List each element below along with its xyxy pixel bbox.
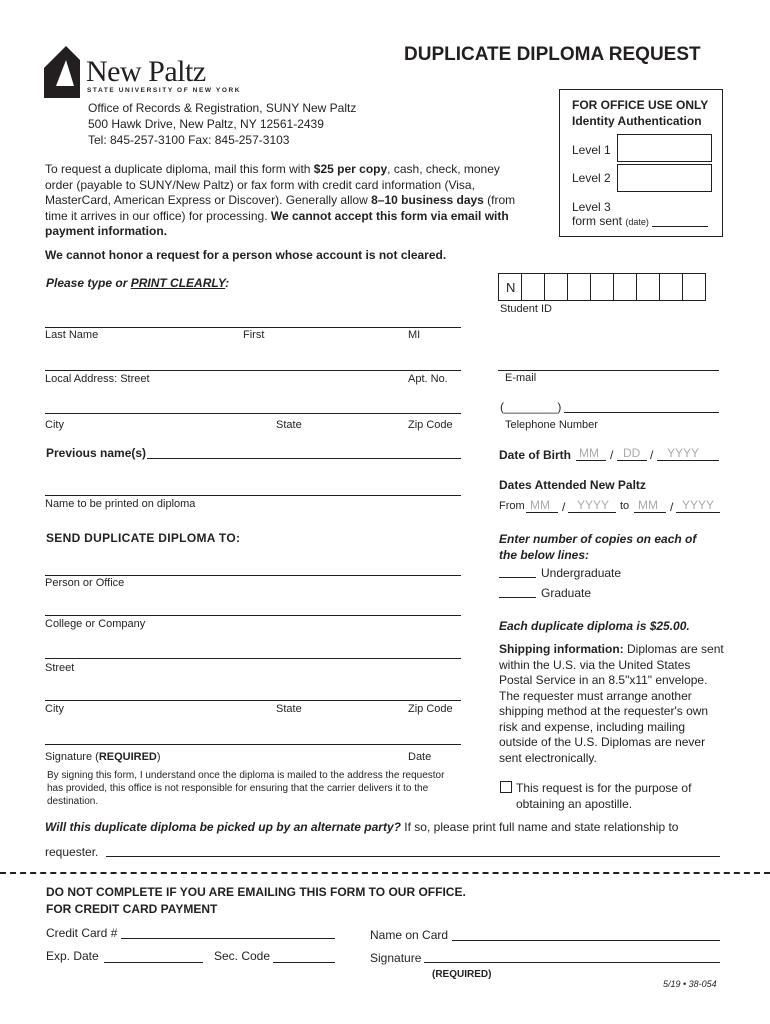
price-note: Each duplicate diploma is $25.00. <box>499 619 690 633</box>
form-sent-date-field[interactable] <box>652 226 708 227</box>
signature-disclaimer: By signing this form, I understand once the diploma is mailed to the address the requestor has provided, this office is not responsible for ensuring that the carrier delivers it to the destination. <box>47 770 445 807</box>
credit-card-number-field[interactable] <box>121 938 335 939</box>
intro-paragraph: To request a duplicate diploma, mail this form with $25 per copy, cash, check, money order (payable to SUNY/New Paltz) or fax form with credit card information (Visa, MasterCard, American Express or Discover). Generally allow 8–10 business days (from time it arrives in our office) for processing. We cannot accept this form via email with payment information. <box>45 162 516 238</box>
attended-from-year-field[interactable] <box>568 512 616 513</box>
copies-instruction: Enter number of copies on each of the below lines: <box>499 532 697 562</box>
send-city-state-zip-field[interactable] <box>45 700 461 701</box>
level1-field[interactable] <box>617 134 712 162</box>
email-warning: DO NOT COMPLETE IF YOU ARE EMAILING THIS FORM TO OUR OFFICE. <box>46 885 466 899</box>
local-address-field[interactable] <box>45 370 461 371</box>
student-id-input[interactable]: N <box>498 273 706 301</box>
email-field[interactable] <box>498 370 719 371</box>
diploma-name-field[interactable] <box>45 495 461 496</box>
credit-card-heading: FOR CREDIT CARD PAYMENT <box>46 902 218 916</box>
alternate-party-question: Will this duplicate diploma be picked up by an alternate party? If so, please print full name and state relationship to <box>45 820 679 834</box>
print-instruction: Please type or PRINT CLEARLY: <box>46 276 230 290</box>
cut-line-divider <box>0 872 770 874</box>
undergraduate-copies-field[interactable] <box>499 577 536 578</box>
attended-to-year-field[interactable] <box>676 512 720 513</box>
signature-label: Signature (REQUIRED) <box>45 751 161 763</box>
attended-from-month-field[interactable] <box>526 512 558 513</box>
name-on-card-field[interactable] <box>452 940 720 941</box>
office-address: Office of Records & Registration, SUNY New Paltz 500 Hawk Drive, New Paltz, NY 12561-2439 Tel: 845-257-3100 Fax: 845-257-3103 <box>88 101 357 147</box>
exp-date-field[interactable] <box>104 962 203 963</box>
sec-code-field[interactable] <box>273 962 335 963</box>
dob-month-field[interactable] <box>576 460 606 461</box>
graduate-copies-field[interactable] <box>499 597 536 598</box>
level2-field[interactable] <box>617 164 712 192</box>
alternate-party-field[interactable] <box>106 856 720 857</box>
page-title: DUPLICATE DIPLOMA REQUEST <box>404 44 701 65</box>
telephone-field[interactable] <box>564 412 719 413</box>
form-code: 5/19 • 38-054 <box>663 979 717 989</box>
shipping-info: Shipping information: Diplomas are sent within the U.S. via the United States Postal Service in an 8.5"x11" envelope. The requester must arrange another shipping method at the requester's own risk and expense, including mailing outside of the U.S. Diplomas are never sent electronically. <box>499 642 724 765</box>
logo-name: New Paltz <box>86 55 206 88</box>
previous-names-field[interactable] <box>147 458 461 459</box>
send-street-field[interactable] <box>45 658 461 659</box>
name-field[interactable] <box>45 327 461 328</box>
dob-year-field[interactable] <box>657 460 719 461</box>
new-paltz-logo-mark-icon <box>44 46 80 98</box>
apostille-checkbox[interactable] <box>500 781 512 793</box>
send-to-heading: SEND DUPLICATE DIPLOMA TO: <box>46 531 241 545</box>
office-use-panel: FOR OFFICE USE ONLY Identity Authentication Level 1 Level 2 Level 3 form sent (date) <box>559 89 723 237</box>
logo-subtitle: STATE UNIVERSITY OF NEW YORK <box>87 87 242 94</box>
signature-field[interactable] <box>45 744 461 745</box>
apostille-label: This request is for the purpose of obtaining an apostille. <box>516 781 692 811</box>
account-notice: We cannot honor a request for a person whose account is not cleared. <box>45 248 447 262</box>
card-signature-field[interactable] <box>424 962 720 963</box>
college-company-field[interactable] <box>45 615 461 616</box>
attended-to-month-field[interactable] <box>634 512 666 513</box>
dob-day-field[interactable] <box>617 460 647 461</box>
city-state-zip-field[interactable] <box>45 413 461 414</box>
person-office-field[interactable] <box>45 575 461 576</box>
